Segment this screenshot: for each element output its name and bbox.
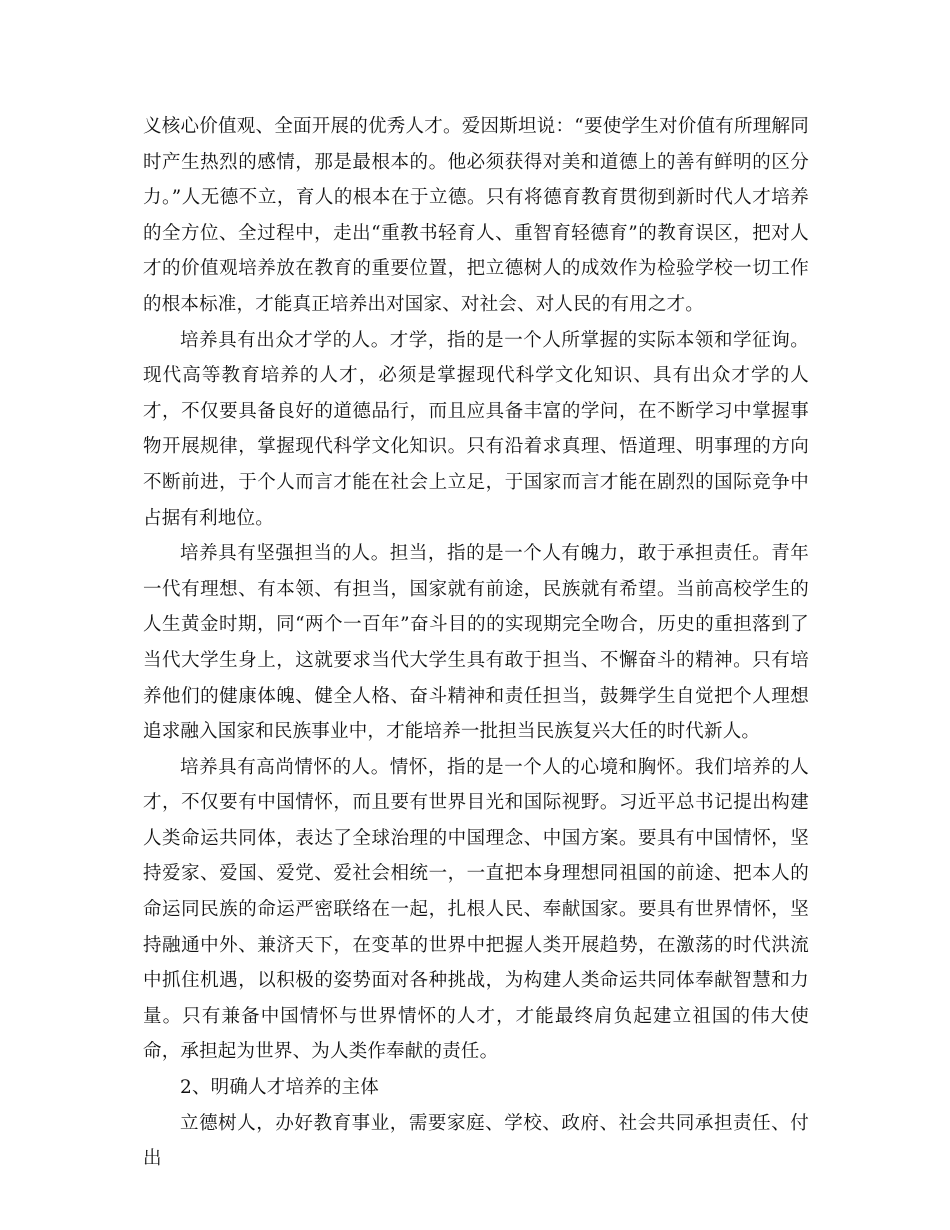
section-heading: 2、明确人才培养的主体 [180, 1077, 379, 1099]
paragraph-feelings: 培养具有高尚情怀的人。情怀，指的是一个人的心境和胸怀。我们培养的人才，不仅要有中国情怀，而且要有世界目光和国际视野。习近平总书记提出构建人类命运共同体，表达了全球治理的中国理念、中国方案。要具有中国情怀，坚持爱家、爱国、爱党、爱社会相统一，一直把本身理想同祖国的前途、把本人的命运同民族的命运严密联络在一起，扎根人民、奉献国家。要具有世界情怀，坚持融通中外、兼济天下，在变革的世界中把握人类开展趋势，在激荡的时代洪流中抓住机遇，以积极的姿势面对各种挑战，为构建人类命运共同体奉献智慧和力量。只有兼备中国情怀与世界情怀的人才，才能最终肩负起建立祖国的伟大使命，承担起为世界、为人类作奉献的责任。 [143, 756, 809, 1063]
paragraph-responsibility: 培养具有坚强担当的人。担当，指的是一个人有魄力，敢于承担责任。青年一代有理想、有本领、有担当，国家就有前途，民族就有希望。当前高校学生的人生黄金时期，同“两个一百年”奋斗目的的实现期完全吻合，历史的重担落到了当代大学生身上，这就要求当代大学生具有敢于担当、不懈奋斗的精神。只有培养他们的健康体魄、健全人格、奋斗精神和责任担当，鼓舞学生自觉把个人理想追求融入国家和民族事业中，才能培养一批担当民族复兴大任的时代新人。 [143, 543, 809, 743]
paragraph-core-values: 义核心价值观、全面开展的优秀人才。爱因斯坦说：“要使学生对价值有所理解同时产生热烈的感情，那是最根本的。他必须获得对美和道德上的善有鲜明的区分力。”人无德不立，育人的根本在于立德。只有将德育教育贯彻到新时代人才培养的全方位、全过程中，走出“重教书轻育人、重智育轻德育”的教育误区，把对人才的价值观培养放在教育的重要位置，把立德树人的成效作为检验学校一切工作的根本标准，才能真正培养出对国家、对社会、对人民的有用之才。 [143, 116, 809, 315]
paragraph-talent: 培养具有出众才学的人。才学，指的是一个人所掌握的实际本领和学征询。现代高等教育培养的人才，必须是掌握现代科学文化知识、具有出众才学的人才，不仅要具备良好的道德品行，而且应具备丰富的学问，在不断学习中掌握事物开展规律，掌握现代科学文化知识。只有沿着求真理、悟道理、明事理的方向不断前进，于个人而言才能在社会上立足，于国家而言才能在剧烈的国际竞争中占据有利地位。 [143, 329, 809, 529]
paragraph-shared-responsibility: 立德树人，办好教育事业，需要家庭、学校、政府、社会共同承担责任、付出 [143, 1112, 809, 1170]
document-body [143, 109, 809, 1177]
